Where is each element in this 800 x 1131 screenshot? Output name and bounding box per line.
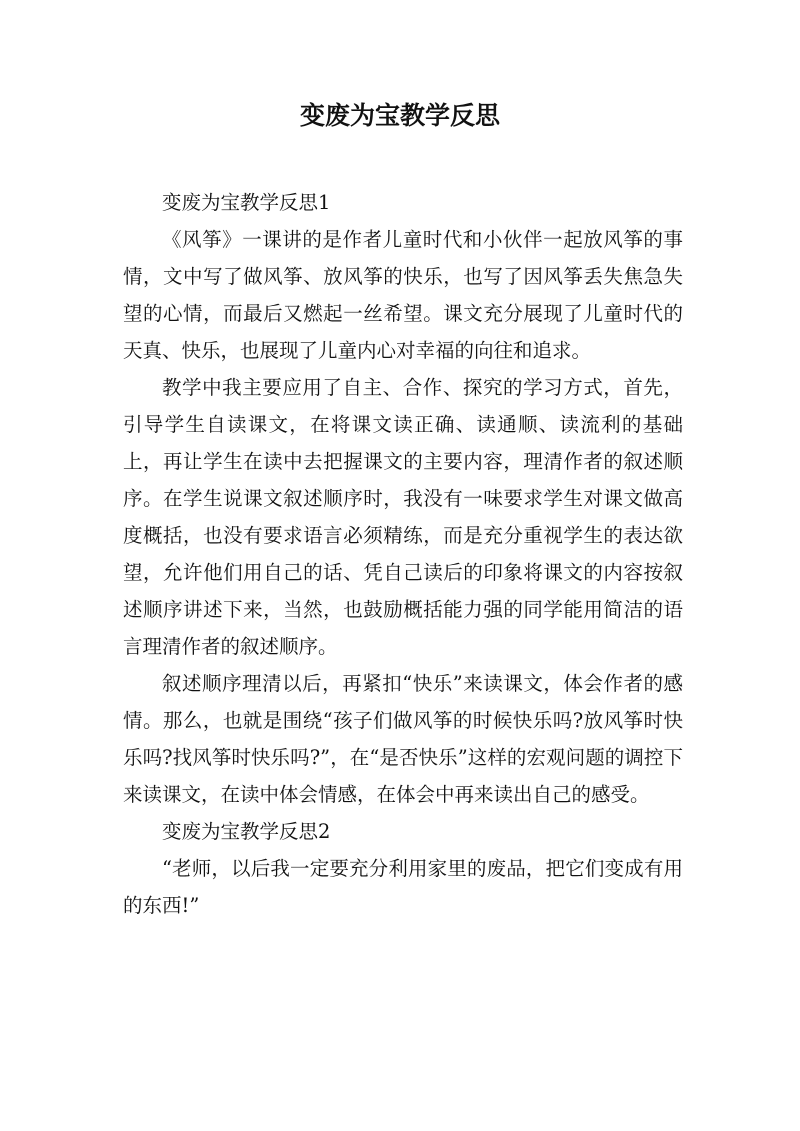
document-title: 变废为宝教学反思	[299, 101, 500, 130]
paragraph: 叙述顺序理清以后，再紧扣“快乐”来读课文，体会作者的感情。那么，也就是围绕“孩子们做风筝的时候快乐吗?放风筝时快乐吗?找风筝时快乐吗?”，在“是否快乐”这样的宏观问题的调控下来读课文，在读中体会情感，在体会中再来读出自己的感受。	[123, 672, 683, 806]
paragraph: 《风筝》一课讲的是作者儿童时代和小伙伴一起放风筝的事情，文中写了做风筝、放风筝的快乐，也写了因风筝丢失焦急失望的心情，而最后又燃起一丝希望。课文充分展现了儿童时代的天真、快乐，也展现了儿童内心对幸福的向往和追求。	[123, 228, 683, 362]
document-body	[123, 184, 683, 924]
paragraph: “老师，以后我一定要充分利用家里的废品，把它们变成有用的东西!”	[123, 857, 683, 917]
section-heading: 变废为宝教学反思1	[162, 191, 331, 214]
section-heading: 变废为宝教学反思2	[162, 820, 331, 843]
paragraph: 教学中我主要应用了自主、合作、探究的学习方式，首先，引导学生自读课文，在将课文读正确、读通顺、读流利的基础上，再让学生在读中去把握课文的主要内容，理清作者的叙述顺序。在学生说课文叙述顺序时，我没有一味要求学生对课文做高度概括，也没有要求语言必须精练，而是充分重视学生的表达欲望，允许他们用自己的话、凭自己读后的印象将课文的内容按叙述顺序讲述下来，当然，也鼓励概括能力强的同学能用简洁的语言理清作者的叙述顺序。	[123, 376, 683, 658]
